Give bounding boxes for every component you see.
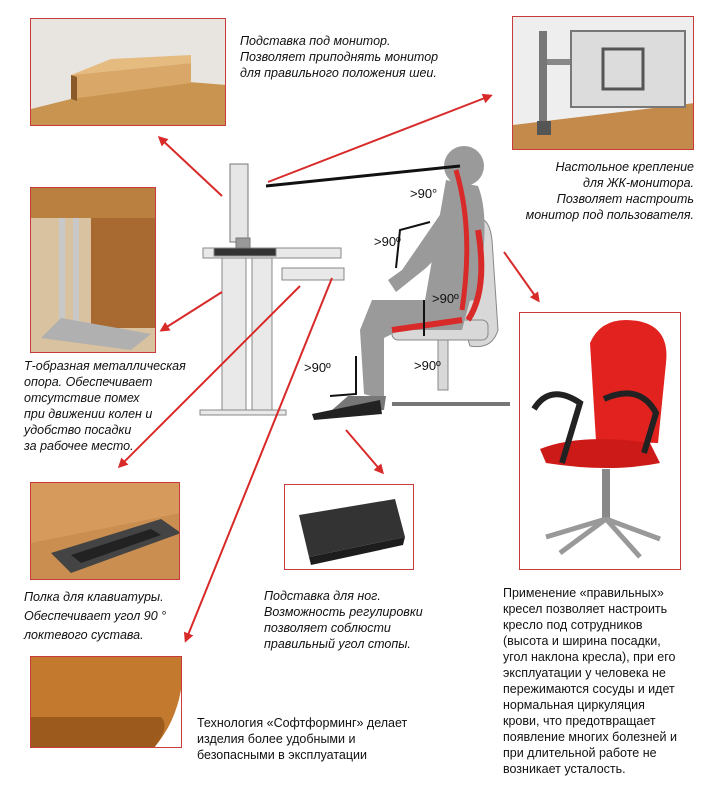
- arrow-t-support: [162, 292, 222, 330]
- caption-chair: Применение «правильных» кресел позволяет настроить кресло под сотрудников (высота и ширина посадки, угол наклона кресла), при его эксплуатации у человека не пережимаются сосуды и идет нормальная циркуляция крови, что предотвращает появление многих болезней и при длительной работе не возникает усталость.: [503, 586, 677, 776]
- arrow-footrest: [346, 430, 382, 472]
- caption-t-support: Т-образная металлическая опора. Обеспечивает отсутствие помех при движении колен и удобство посадки за рабочее место.: [24, 359, 186, 453]
- caption-keyboard-shelf: Полка для клавиатуры. Обеспечивает угол 90 ° локтевого сустава.: [24, 590, 167, 642]
- sight-line: [266, 166, 460, 186]
- angle-neck: >90°: [410, 186, 438, 201]
- caption-lcd-mount: Настольное крепление для ЖК-монитора. Позволяет настроить монитор под пользователя.: [525, 160, 694, 222]
- caption-softforming: Технология «Софтформинг» делает изделия более удобными и безопасными в эксплуатации: [197, 716, 408, 762]
- caption-footrest: Подставка для ног. Возможность регулировки позволяет соблюсти правильный угол стопы.: [264, 589, 423, 651]
- caption-monitor-stand: Подставка под монитор. Позволяет приподнять монитор для правильного положения шеи.: [240, 34, 439, 80]
- arrow-chair: [504, 252, 538, 300]
- desk: [200, 248, 344, 415]
- angle-hip: >90º: [432, 291, 459, 306]
- angle-ankle: >90º: [304, 360, 331, 375]
- angle-elbow: >90º: [374, 234, 401, 249]
- angle-knee: >90º: [414, 358, 441, 373]
- monitor: [230, 164, 250, 248]
- arrow-monitor-stand: [160, 138, 222, 196]
